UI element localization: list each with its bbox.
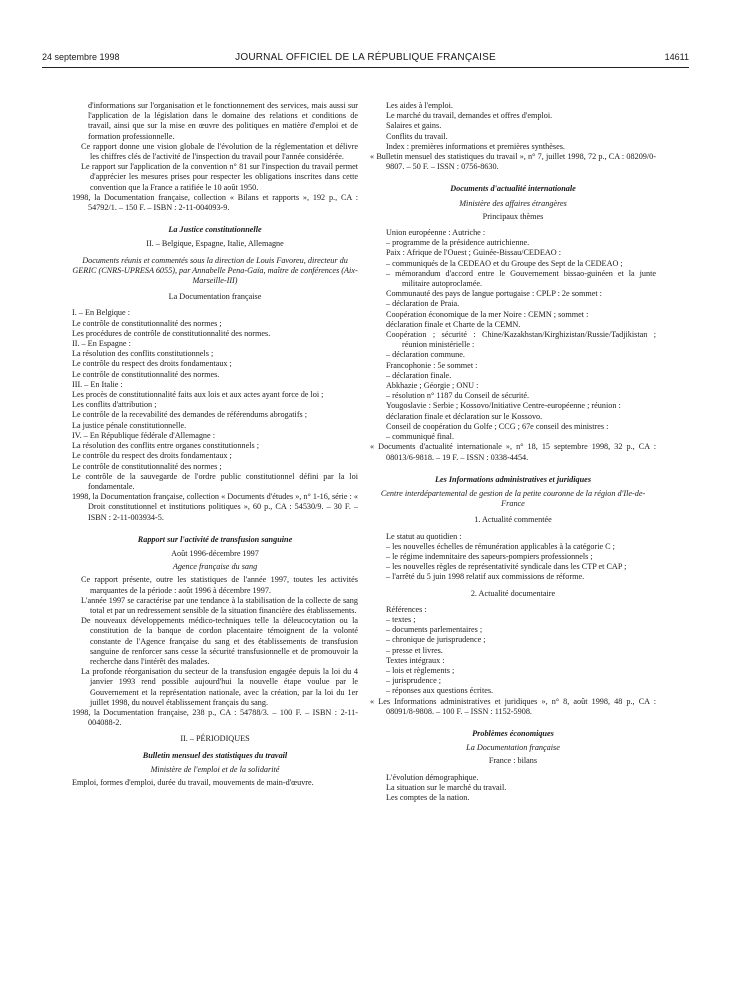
toc-item: Le contrôle de constitutionnalité des normes.: [72, 369, 220, 379]
list-item: – communiqué final.: [386, 432, 454, 442]
list-item: Conflits du travail.: [386, 131, 448, 141]
list-item: Paix : Afrique de l'Ouest ; Guinée-Bissau/CEDEAO :: [386, 248, 561, 258]
actualite-documentaire-list: [370, 605, 656, 697]
agency: Agence française du sang: [172, 562, 258, 572]
header-date: 24 septembre 1998: [42, 52, 120, 62]
problemes-list: [370, 773, 656, 804]
table-of-contents: [72, 308, 358, 492]
toc-item: Les conflits d'attribution ;: [72, 400, 157, 410]
paragraph: L'année 1997 se caractérise par une tendance à la stabilisation de la collecte de sang total et par un redressement sensible de la situation financière des établissements.: [81, 595, 358, 615]
paragraph: De nouveaux développements médico-techniques telle la déleucocytation ou la constitution de la banque de cordon placentaire témoignent de la volonté constante de l'Agence française du sang et des établissements de transfusion sanguine de renforcer sans cesse la sécurité transfusionnelle et de promouvoir la recherche dans l'intérêt des malades.: [81, 616, 358, 666]
list-item: – l'arrêté du 5 juin 1998 relatif aux commissions de réforme.: [386, 572, 585, 582]
toc-item: Le contrôle de constitutionnalité des normes ;: [72, 461, 222, 471]
page-header: [42, 52, 689, 66]
list-item: – réponses aux questions écrites.: [386, 686, 494, 696]
periodiques-heading: II. – PÉRIODIQUES: [180, 734, 250, 744]
subtitle: France : bilans: [488, 756, 538, 766]
themes-list: [370, 228, 656, 442]
section-subtitle: II. – Belgique, Espagne, Italie, Allemagne: [146, 239, 284, 249]
list-item: Communauté des pays de langue portugaise : CPLP : 2e sommet :: [386, 289, 602, 299]
list-item: – résolution n° 1187 du Conseil de sécurité.: [386, 391, 530, 401]
centre: Centre interdépartemental de gestion de la petite couronne de la région d'Ile-de-France: [380, 488, 646, 509]
header-rule: [42, 67, 689, 68]
ministry: Ministère de l'emploi et de la solidarité: [150, 764, 280, 774]
list-item: – déclaration commune.: [386, 350, 465, 360]
list-item: déclaration finale et Charte de la CEMN.: [386, 319, 521, 329]
actualite-commentee-list: [370, 532, 656, 583]
list-item: – presse et livres.: [386, 645, 443, 655]
list-item: – déclaration de Praia.: [386, 299, 460, 309]
authors: Documents réunis et commentés sous la direction de Louis Favoreu, directeur du GERIC (CNRS-UPRESA 6055), par Annabelle Pena-Gaïa, maître de conférences (Aix-Marseille-III): [72, 255, 358, 286]
toc-item: I. – En Belgique :: [72, 308, 130, 318]
list-item: Les comptes de la nation.: [386, 792, 470, 802]
toc-item: Le contrôle de la recevabilité des demandes de référendums abrogatifs ;: [72, 410, 308, 420]
list-item: Yougoslavie : Serbie ; Kossovo/Initiative Centre-européenne ; réunion :: [386, 401, 621, 411]
bibliographic-reference: 1998, la Documentation française, 238 p., CA : 54788/3. – 100 F. – ISBN : 2-11-004088-2.: [72, 707, 358, 728]
list-item: Les aides à l'emploi.: [386, 101, 453, 110]
bibliographic-reference: « Les Informations administratives et juridiques », n° 8, août 1998, 48 p., CA : 08091/8-9808. – 100 F. – ISSN : 1152-5908.: [370, 696, 656, 716]
list-item: Le marché du travail, demandes et offres d'emploi.: [386, 111, 553, 121]
toc-item: La résolution des conflits constitutionnels ;: [72, 349, 214, 359]
toc-item: Les procédures de contrôle de constitutionnalité des normes.: [72, 328, 271, 338]
paragraph: Ce rapport présente, outre les statistiques de l'année 1997, toutes les activités marquantes de la période : août 1996 à décembre 1997.: [81, 575, 358, 595]
bulletin-items: [370, 101, 656, 152]
toc-item: La résolution des conflits entre organes constitutionnels ;: [72, 441, 259, 451]
toc-item: Le contrôle de la sauvegarde de l'ordre public constitutionnel défini par la loi fondamentale.: [72, 471, 358, 491]
bibliographic-reference: « Documents d'actualité internationale », n° 18, 15 septembre 1998, 32 p., CA : 08013/6-9818. – 19 F. – ISSN : 0338-4454.: [370, 442, 656, 462]
list-item: – déclaration finale.: [386, 370, 452, 380]
toc-item: Les procès de constitutionnalité faits aux lois et aux actes ayant force de loi ;: [72, 390, 324, 400]
section-title-justice: La Justice constitutionnelle: [168, 225, 262, 235]
list-item: – le régime indemnitaire des sapeurs-pompiers professionnels ;: [386, 551, 593, 561]
section-title-bulletin: Bulletin mensuel des statistiques du travail: [142, 750, 288, 760]
left-column: [72, 101, 358, 788]
themes-heading: Principaux thèmes: [482, 211, 544, 221]
list-item: – jurisprudence ;: [386, 676, 442, 686]
toc-item: Le contrôle du respect des droits fondamentaux ;: [72, 451, 232, 461]
list-item: Francophonie : 5e sommet :: [386, 360, 478, 370]
list-item: La situation sur le marché du travail.: [386, 782, 507, 792]
section-title-transfusion: Rapport sur l'activité de transfusion sanguine: [137, 534, 293, 544]
subsection-title: 1. Actualité commentée: [474, 515, 552, 525]
intro-paragraph: Le rapport sur l'application de la convention n° 81 sur l'inspection du travail permet d'apprécier les mesures prises pour respecter les obligations inscrites dans cette convention que la France a ratifiée le 10 août 1950.: [81, 162, 358, 192]
list-item: Union européenne : Autriche :: [386, 228, 486, 238]
intro-paragraph: d'informations sur l'organisation et le fonctionnement des services, mais aussi sur l'application de la législation dans le domaine des relations et conditions de travail, ainsi que sur la mise en œuvre des politiques en matière d'emploi et de formation professionnelle.: [88, 101, 358, 141]
toc-item: La justice pénale constitutionnelle.: [72, 420, 187, 430]
intro-paragraph: Ce rapport donne une vision globale de l'évolution de la réglementation et délivre les chiffres clés de l'activité de l'inspection du travail pour l'année considérée.: [81, 141, 358, 162]
list-item: L'évolution démographique.: [386, 772, 479, 782]
journal-title: JOURNAL OFFICIEL DE LA RÉPUBLIQUE FRANÇAISE: [235, 52, 496, 63]
list-item: Salaires et gains.: [386, 121, 442, 131]
section-title-actualite: Documents d'actualité internationale: [450, 184, 576, 194]
toc-item: II. – En Espagne :: [72, 339, 131, 349]
publisher: La Documentation française: [466, 743, 560, 753]
period: Août 1996-décembre 1997: [171, 548, 259, 558]
bulletin-line: Emploi, formes d'emploi, durée du travail, mouvements de main-d'œuvre.: [72, 777, 314, 787]
list-item: – mémorandum d'accord entre le Gouvernement bissao-guinéen et la junte militaire autoproclamée.: [386, 268, 656, 289]
page-number: 14611: [664, 52, 689, 62]
list-item: – textes ;: [386, 614, 416, 624]
toc-item: IV. – En République fédérale d'Allemagne :: [72, 430, 215, 440]
ministry: Ministère des affaires étrangères: [459, 198, 567, 208]
subsection-title: 2. Actualité documentaire: [470, 588, 556, 598]
list-item: Index : premières informations et premières synthèses.: [386, 141, 565, 151]
list-item: Conseil de coopération du Golfe ; CCG ; 67e conseil des ministres :: [386, 421, 609, 431]
list-item: Coopération économique de la mer Noire : CEMN ; sommet :: [386, 309, 589, 319]
toc-item: III. – En Italie :: [72, 379, 123, 389]
list-item: – documents parlementaires ;: [386, 625, 483, 635]
paragraph: La profonde réorganisation du secteur de la transfusion engagée depuis la loi du 4 janvier 1993 rend possible aujourd'hui la nouvelle étape voulue par le Gouvernement et la représentation nationale, avec la création, par la loi du 1er juillet 1998, du nouvel établissement français du sang.: [81, 667, 358, 707]
list-item: Le statut au quotidien :: [386, 531, 462, 541]
list-item: – communiqués de la CEDEAO et du Groupe des Sept de la CEDEAO ;: [386, 258, 623, 268]
list-item: Coopération ; sécurité : Chine/Kazakhstan/Kirghizistan/Russie/Tadjikistan ; réunion ministérielle :: [386, 330, 656, 350]
list-item: – programme de la présidence autrichienne.: [386, 238, 530, 248]
publisher: La Documentation française: [168, 292, 262, 302]
right-column: [370, 101, 656, 803]
bibliographic-reference: « Bulletin mensuel des statistiques du travail », n° 7, juillet 1998, 72 p., CA : 08209/0-9807. – 50 F. – ISSN : 0756-8630.: [370, 152, 656, 172]
toc-item: Le contrôle de constitutionnalité des normes ;: [72, 318, 222, 328]
list-item: Abkhazie ; Géorgie ; ONU :: [386, 381, 479, 391]
list-item: Références :: [386, 604, 427, 614]
bibliographic-reference: 1998, la Documentation française, collection « Bilans et rapports », 192 p., CA : 54792/1. – 150 F. – ISBN : 2-11-004093-9.: [72, 192, 358, 213]
list-item: déclaration finale et déclaration sur le Kossovo.: [386, 411, 543, 421]
list-item: – lois et règlements ;: [386, 665, 455, 675]
list-item: – les nouvelles échelles de rémunération applicables à la catégorie C ;: [386, 541, 615, 551]
section-title-problemes: Problèmes économiques: [472, 728, 554, 738]
list-item: – chronique de jurisprudence ;: [386, 635, 486, 645]
list-item: – les nouvelles règles de représentativité syndicale dans les CTP et CAP ;: [386, 562, 627, 572]
list-item: Textes intégraux :: [386, 655, 445, 665]
toc-item: Le contrôle du respect des droits fondamentaux ;: [72, 359, 232, 369]
section-title-informations: Les Informations administratives et juridiques: [434, 474, 592, 484]
bibliographic-reference: 1998, la Documentation française, collection « Documents d'études », n° 1-16, série : « Droit constitutionnel et institutions politiques », 60 p., CA : 54530/9. – 30 F. – ISBN : 2-11-003934-5.: [72, 492, 358, 522]
